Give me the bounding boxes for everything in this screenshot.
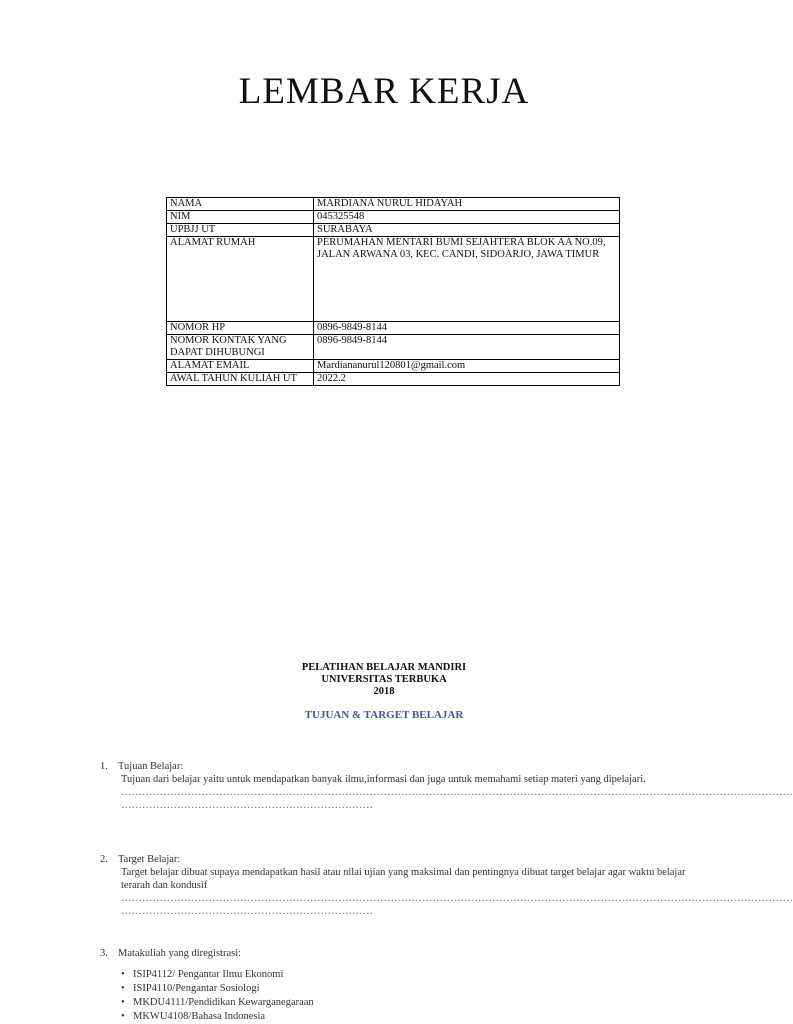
dotted-line: ……………………………………………………………… bbox=[121, 906, 373, 917]
list-item: • MKDU4111/Pendidikan Kewarganegaraan bbox=[121, 996, 700, 1010]
header-line-3: 2018 bbox=[373, 686, 395, 697]
question-matakuliah bbox=[100, 947, 700, 1024]
table-row bbox=[167, 224, 620, 237]
info-key-upbjj: UPBJJ UT bbox=[167, 224, 314, 237]
table-row bbox=[167, 237, 620, 322]
question-target-belajar bbox=[100, 853, 793, 918]
list-item: • MKWU4108/Bahasa Indonesia bbox=[121, 1010, 700, 1024]
question-label bbox=[100, 760, 700, 773]
question-number: 2. bbox=[100, 854, 108, 865]
student-info-table bbox=[166, 197, 620, 386]
info-value-nomor-hp: 0896-9849-8144 bbox=[314, 322, 620, 335]
info-key-alamat-rumah: ALAMAT RUMAH bbox=[167, 237, 314, 322]
answer-text: Tujuan dari belajar yaitu untuk mendapatkan banyak ilmu,informasi dan juga untuk memahami setiap materi yang dipelajari. bbox=[121, 774, 646, 785]
header-line-1: PELATIHAN BELAJAR MANDIRI bbox=[301, 662, 467, 673]
info-key-awal-tahun: AWAL TAHUN KULIAH UT bbox=[167, 373, 314, 386]
info-key-nim: NIM bbox=[167, 211, 314, 224]
question-number: 3. bbox=[100, 948, 108, 959]
table-row bbox=[167, 211, 620, 224]
info-value-nim: 045325548 bbox=[314, 211, 620, 224]
course-list bbox=[100, 968, 700, 1024]
program-header bbox=[0, 662, 768, 698]
dotted-line: ………………………………………………………………………………………………………………………………………………………………………… bbox=[121, 893, 793, 904]
dotted-line: ……………………………………………………………… bbox=[121, 800, 373, 811]
table-row bbox=[167, 198, 620, 211]
table-row bbox=[167, 322, 620, 335]
info-key-nomor-kontak: NOMOR KONTAK YANG DAPAT DIHUBUNGI bbox=[167, 335, 314, 360]
question-label bbox=[100, 947, 700, 960]
question-title: Matakuliah yang diregistrasi: bbox=[118, 948, 242, 959]
info-value-alamat-rumah: PERUMAHAN MENTARI BUMI SEJAHTERA BLOK AA NO.09, JALAN ARWANA 03, KEC. CANDI, SIDOARJO, JAWA TIMUR bbox=[314, 237, 620, 322]
info-value-nomor-kontak: 0896-9849-8144 bbox=[314, 335, 620, 360]
info-value-alamat-email: Mardiananurul120801@gmail.com bbox=[314, 360, 620, 373]
info-value-nama: MARDIANA NURUL HIDAYAH bbox=[314, 198, 620, 211]
list-item: • ISIP4110/Pengantar Sosiologi bbox=[121, 982, 700, 996]
question-title: Tujuan Belajar: bbox=[118, 761, 184, 772]
info-value-awal-tahun: 2022.2 bbox=[314, 373, 620, 386]
info-key-nomor-hp: NOMOR HP bbox=[167, 322, 314, 335]
dotted-line: ………………………………………………………………………………………………………………………………………………………………………… bbox=[121, 787, 793, 798]
info-key-alamat-email: ALAMAT EMAIL bbox=[167, 360, 314, 373]
answer-text: Target belajar dibuat supaya mendapatkan hasil atau nilai ujian yang maksimal dan pentingnya dibuat target belajar agar waktu belajar terarah dan kondusif bbox=[121, 867, 686, 891]
question-title: Target Belajar: bbox=[118, 854, 181, 865]
question-tujuan-belajar bbox=[100, 760, 793, 812]
info-value-upbjj: SURABAYA bbox=[314, 224, 620, 237]
table-row bbox=[167, 335, 620, 360]
header-line-2: UNIVERSITAS TERBUKA bbox=[321, 674, 447, 685]
question-number: 1. bbox=[100, 761, 108, 772]
section-subtitle: TUJUAN & TARGET BELAJAR bbox=[304, 709, 464, 721]
table-row bbox=[167, 373, 620, 386]
table-row bbox=[167, 360, 620, 373]
page-title: LEMBAR KERJA bbox=[238, 71, 530, 112]
question-label bbox=[100, 853, 700, 866]
info-key-nama: NAMA bbox=[167, 198, 314, 211]
list-item: • ISIP4112/ Pengantar Ilmu Ekonomi bbox=[121, 968, 700, 982]
